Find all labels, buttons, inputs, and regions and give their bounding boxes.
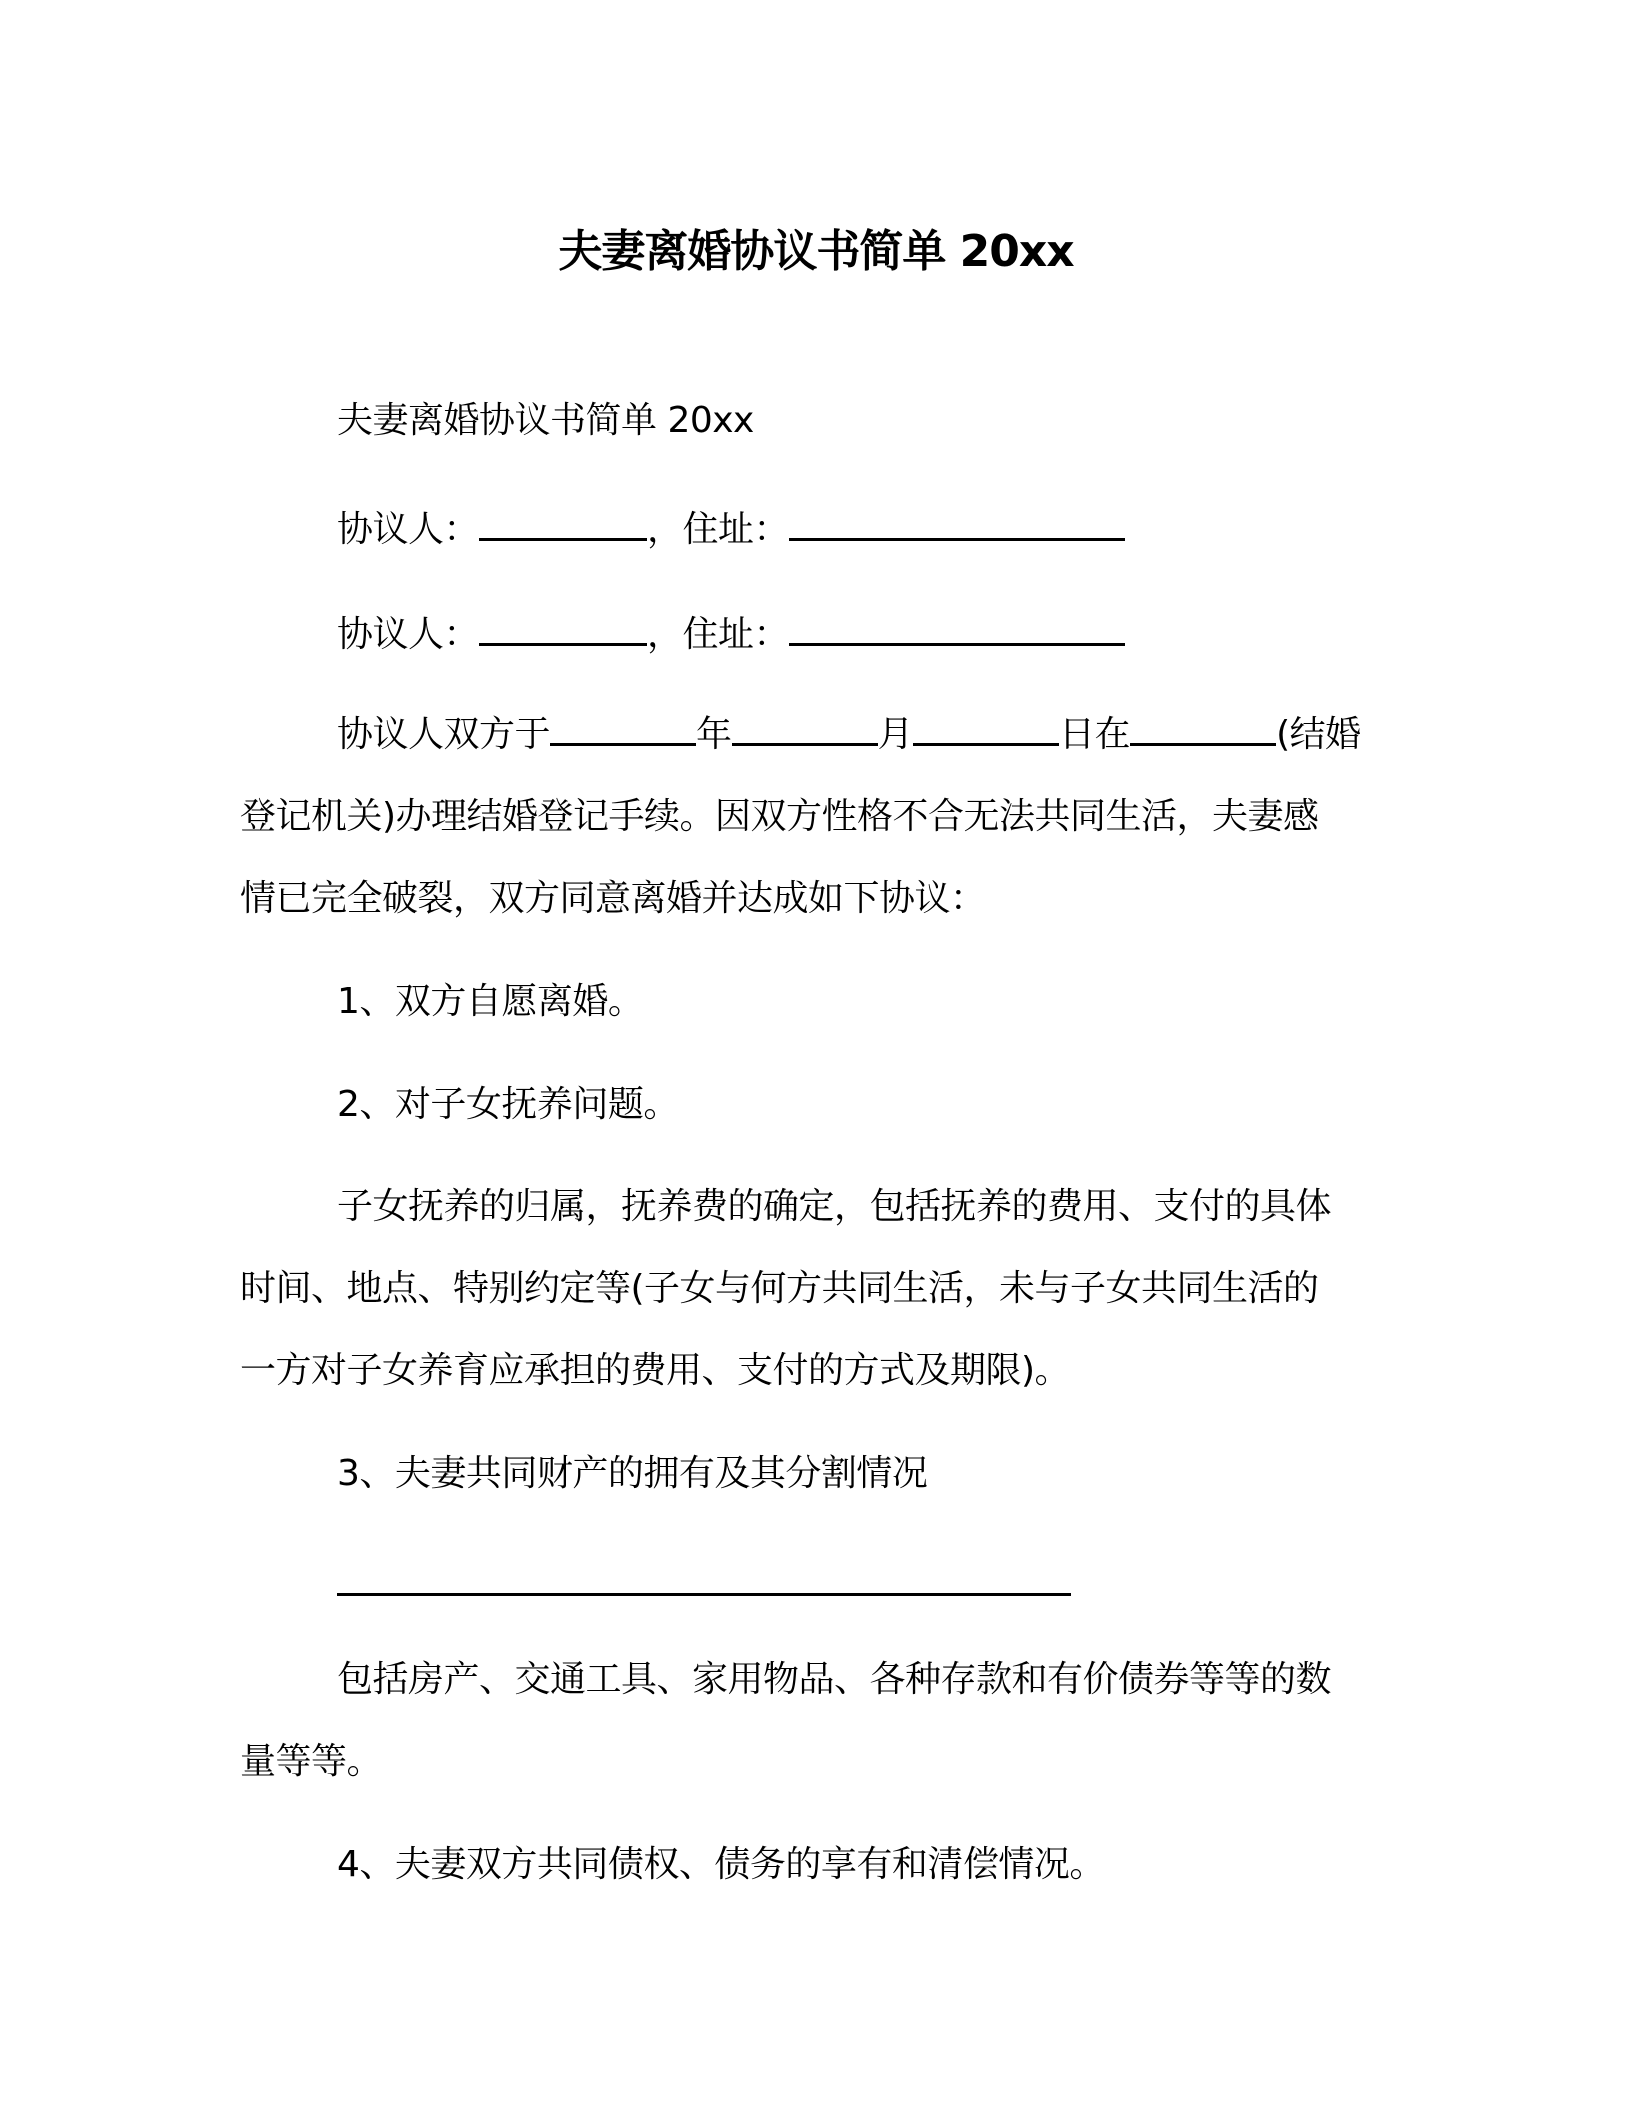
child-support-line-2: 时间、地点、特别约定等(子女与何方共同生活，未与子女共同生活的: [240, 1268, 1319, 1309]
item-3: 3、夫妻共同财产的拥有及其分割情况: [337, 1453, 928, 1494]
property-blank-line: [337, 1560, 1071, 1610]
property-desc-line-2: 量等等。: [240, 1741, 383, 1782]
year-label: 年: [696, 714, 732, 755]
property-blank: [337, 1563, 1071, 1596]
intro-text: (结婚: [1276, 714, 1361, 755]
day-blank: [913, 713, 1059, 746]
party-name-blank: [479, 613, 647, 646]
property-desc-line-1: 包括房产、交通工具、家用物品、各种存款和有价债券等等的数: [337, 1659, 1332, 1700]
intro-line-1: [337, 710, 1361, 760]
address-label: ，住址：: [647, 614, 790, 655]
year-blank: [550, 713, 696, 746]
party-label: 协议人：: [337, 614, 480, 655]
registry-blank: [1130, 713, 1276, 746]
item-1: 1、双方自愿离婚。: [337, 981, 644, 1022]
party-line-1: [337, 505, 1125, 555]
month-label: 月: [877, 714, 914, 755]
intro-line-3: 情已完全破裂，双方同意离婚并达成如下协议：: [240, 878, 986, 919]
party-line-2: [337, 610, 1125, 660]
party-name-blank: [479, 508, 647, 541]
item-2: 2、对子女抚养问题。: [337, 1084, 679, 1125]
day-label: 日在: [1059, 714, 1131, 755]
address-label: ，住址：: [647, 509, 790, 550]
party-address-blank: [789, 508, 1125, 541]
intro-line-2: 登记机关)办理结婚登记手续。因双方性格不合无法共同生活，夫妻感: [240, 796, 1319, 837]
child-support-line-1: 子女抚养的归属，抚养费的确定，包括抚养的费用、支付的具体: [337, 1186, 1332, 1227]
party-address-blank: [789, 613, 1125, 646]
document-title: 夫妻离婚协议书简单 20xx: [558, 226, 1074, 277]
intro-text: 协议人双方于: [337, 714, 551, 755]
child-support-line-3: 一方对子女养育应承担的费用、支付的方式及期限)。: [240, 1350, 1071, 1391]
item-4: 4、夫妻双方共同债权、债务的享有和清偿情况。: [337, 1844, 1105, 1885]
month-blank: [732, 713, 878, 746]
document-subtitle: 夫妻离婚协议书简单 20xx: [337, 400, 754, 441]
party-label: 协议人：: [337, 509, 480, 550]
